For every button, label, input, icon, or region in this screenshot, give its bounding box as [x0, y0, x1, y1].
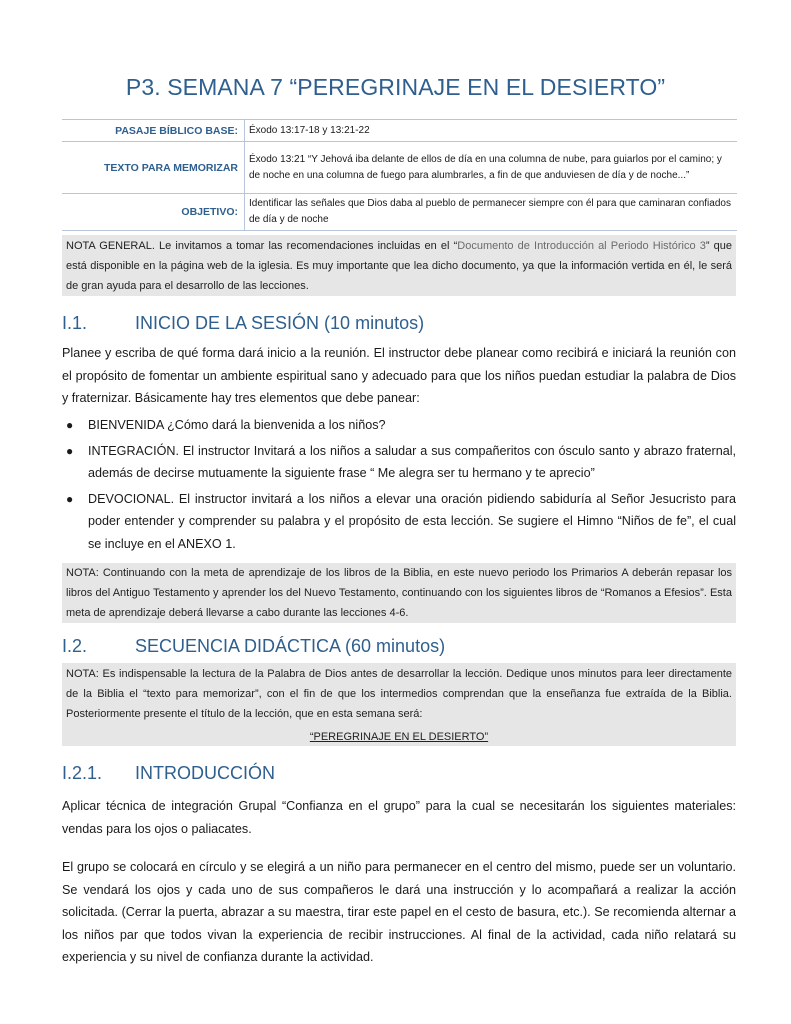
- info-table: [62, 119, 737, 231]
- list-item: [62, 488, 736, 556]
- info-value: Éxodo 13:21 “Y Jehová iba delante de ellos de día en una columna de nube, para guiarlos por el camino; y de noche en una columna de fuego para alumbrarles, a fin de que anduviesen de día y de noche...”: [245, 142, 738, 194]
- document-link[interactable]: Documento de Introducción al Periodo Histórico 3: [457, 240, 706, 252]
- info-value: Éxodo 13:17-18 y 13:21-22: [245, 120, 738, 142]
- list-item: [62, 414, 736, 437]
- page-title: P3. SEMANA 7 “PEREGRINAJE EN EL DESIERTO”: [125, 74, 666, 100]
- section-number: I.2.1.: [62, 763, 103, 783]
- nota-lectura-box: [62, 663, 736, 746]
- info-label: OBJETIVO:: [62, 194, 245, 231]
- nota-general-text-end: ” que está disponible en la página web de la iglesia. Es muy importante que lea dicho documento, ya que la información vertida en él, le será de gran ayuda para el desarrollo de las lecciones.: [66, 240, 732, 292]
- info-label: TEXTO PARA MEMORIZAR: [62, 142, 245, 194]
- nota-libros-box: NOTA: Continuando con la meta de aprendizaje de los libros de la Biblia, en este nuevo periodo los Primarios A deberán repasar los libros del Antiguo Testamento y aprender los del Nuevo Testamento, continuando con los siguientes libros de “Romanos a Efesios”. Esta meta de aprendizaje deberá llevarse a cabo durante las lecciones 4-6.: [62, 563, 736, 623]
- section-title: INICIO DE LA SESIÓN (10 minutos): [135, 313, 425, 333]
- list-item-text: INTEGRACIÓN. El instructor Invitará a los niños a saludar a sus compañeritos con ósculo santo y abrazo fraternal, además de decirse mutuamente la siguiente frase “ Me alegra ser tu hermano y te aprecio”: [88, 443, 736, 480]
- info-value: Identificar las señales que Dios daba al pueblo de permanecer siempre con él para que caminaran confiados de día y de noche: [245, 194, 738, 231]
- section-title: SECUENCIA DIDÁCTICA (60 minutos): [135, 636, 446, 656]
- section-heading-introduccion: [62, 763, 275, 784]
- section-number: I.1.: [62, 313, 88, 333]
- nota-lectura-text: NOTA: Es indispensable la lectura de la Palabra de Dios antes de desarrollar la lección. Dedique unos minutos para leer directamente de la Biblia el “texto para memorizar”, con el fin de que los intermedios comprendan que la enseñanza fue extraída de la Biblia. Posteriormente presente el título de la lección, que en esta semana será:: [66, 668, 732, 720]
- section-heading-inicio: [62, 313, 424, 334]
- nota-general-box: [62, 235, 736, 296]
- info-row-pasaje: [62, 120, 737, 142]
- list-item: [62, 440, 736, 485]
- lesson-title: “PEREGRINAJE EN EL DESIERTO”: [309, 731, 489, 743]
- section-title: INTRODUCCIÓN: [135, 763, 275, 783]
- info-row-objetivo: [62, 194, 737, 231]
- nota-general-text: NOTA GENERAL. Le invitamos a tomar las recomendaciones incluidas en el “: [66, 240, 458, 252]
- section-number: I.2.: [62, 636, 88, 656]
- info-row-texto: [62, 142, 737, 194]
- list-item-text: BIENVENIDA ¿Cómo dará la bienvenida a los niños?: [88, 418, 386, 432]
- introduccion-paragraph-1: Aplicar técnica de integración Grupal “Confianza en el grupo” para la cual se necesitarán los siguientes materiales: vendas para los ojos o paliacates.: [62, 799, 736, 836]
- bullet-icon: ●: [66, 418, 74, 432]
- inicio-bullet-list: [62, 414, 736, 558]
- inicio-intro: Planee y escriba de qué forma dará inicio a la reunión. El instructor debe planear como recibirá e iniciará la reunión con el propósito de fomentar un ambiente espiritual sano y adecuado para que los niños puedan estudiar la palabra de Dios y fraternizar. Básicamente hay tres elementos que debe panear:: [62, 346, 736, 405]
- section-heading-secuencia: [62, 636, 445, 657]
- introduccion-paragraph-2: El grupo se colocará en círculo y se elegirá a un niño para permanecer en el centro del mismo, puede ser un voluntario. Se vendará los ojos y cada uno de sus compañeros le dará una instrucción y lo acompañará a realizar la acción solicitada. (Cerrar la puerta, abrazar a su maestra, tirar este papel en el cesto de basura, etc.). Se recomienda alternar a los niños par que todos vivan la experiencia de recibir instrucciones. Al final de la actividad, cada niño relatará su experiencia y su nivel de confianza durante la actividad.: [62, 860, 736, 964]
- bullet-icon: ●: [66, 443, 74, 458]
- bullet-icon: ●: [66, 491, 74, 506]
- list-item-text: DEVOCIONAL. El instructor invitará a los niños a elevar una oración pidiendo sabiduría al Señor Jesucristo para poder entender y comprender su palabra y el propósito de esta lección. Se sugiere el Himno “Niños de fe”, el cual se incluye en el ANEXO 1.: [88, 491, 736, 551]
- info-label: PASAJE BÍBLICO BASE:: [62, 120, 245, 142]
